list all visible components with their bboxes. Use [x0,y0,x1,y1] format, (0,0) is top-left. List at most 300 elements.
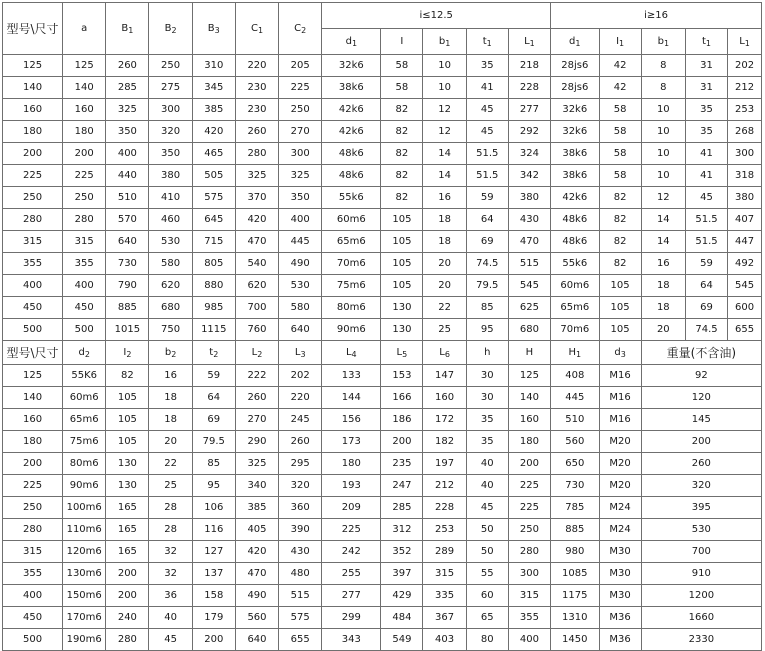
table-cell: M30 [599,585,641,607]
column-header [466,341,508,365]
table-cell: 240 [106,607,149,629]
table-cell: M20 [599,453,641,475]
table-cell: 36 [149,585,192,607]
table-cell: 785 [551,497,599,519]
table-cell: 1450 [551,629,599,651]
header-subscript: 1 [445,38,451,48]
table-cell: 60m6 [63,387,106,409]
table-cell: 277 [508,99,550,121]
table-cell: 166 [381,387,423,409]
table-cell: 55k6 [322,187,381,209]
column-header [423,29,466,55]
table-cell: 74.5 [685,319,727,341]
model-cell: 280 [3,209,63,231]
table-cell: 420 [235,209,278,231]
table-cell: 380 [149,165,192,187]
table-cell: 212 [728,77,762,99]
table-cell: 14 [641,209,685,231]
table-cell: 530 [279,275,322,297]
table-cell: M30 [599,563,641,585]
model-cell: 140 [3,387,63,409]
model-cell: 225 [3,165,63,187]
table-cell: M24 [599,497,641,519]
table-cell: 367 [423,607,466,629]
column-header [279,341,322,365]
table-cell: 105 [381,275,423,297]
model-cell: 160 [3,409,63,431]
table-cell: 105 [381,231,423,253]
table-cell: 640 [235,629,278,651]
table-cell: 65m6 [63,409,106,431]
table-cell: 125 [508,365,550,387]
table-cell: 137 [192,563,235,585]
header-subscript: 3 [300,349,306,359]
table-cell: 620 [149,275,192,297]
model-cell: 315 [3,231,63,253]
table-cell: M20 [599,475,641,497]
table-cell: 28 [149,519,192,541]
table-cell: 484 [381,607,423,629]
table-cell: 225 [279,77,322,99]
table-cell: 20 [423,253,466,275]
table-cell: 270 [279,121,322,143]
weight-cell: 1200 [641,585,761,607]
table-cell: 38k6 [551,143,599,165]
header-symbol: d [569,35,576,47]
table-cell: 202 [279,365,322,387]
table-cell: 172 [423,409,466,431]
table-cell: 228 [508,77,550,99]
table-cell: 209 [322,497,381,519]
table-row [3,409,762,431]
table-cell: 355 [63,253,106,275]
table-cell: 180 [63,121,106,143]
column-header [508,341,550,365]
table-cell: 82 [381,143,423,165]
header-symbol: H [525,347,534,358]
table-cell: 680 [508,319,550,341]
table-cell: 545 [728,275,762,297]
table-row [3,121,762,143]
table-cell: 220 [235,55,278,77]
header-symbol: I [400,36,404,47]
table-cell: 250 [279,99,322,121]
table-cell: 490 [279,253,322,275]
column-header [641,29,685,55]
table-cell: 190m6 [63,629,106,651]
table-cell: 470 [235,231,278,253]
header-subscript: 2 [126,349,132,359]
table-cell: 165 [106,497,149,519]
table2-header-row [3,341,762,365]
table-cell: 440 [106,165,149,187]
table-row [3,431,762,453]
table-cell: 51.5 [685,209,727,231]
table-cell: 186 [381,409,423,431]
table-cell: 715 [192,231,235,253]
table-cell: 105 [381,253,423,275]
table-cell: 25 [149,475,192,497]
table-cell: 55k6 [551,253,599,275]
table-cell: 48k6 [551,209,599,231]
table-cell: 410 [149,187,192,209]
table-cell: 40 [149,607,192,629]
column-header [423,341,466,365]
table-cell: 420 [235,541,278,563]
table-cell: 350 [149,143,192,165]
table-cell: 105 [106,387,149,409]
table-cell: 350 [279,187,322,209]
table-cell: 490 [235,585,278,607]
table-cell: 20 [641,319,685,341]
header-symbol: B [207,22,215,34]
table-cell: 59 [466,187,508,209]
table-cell: 125 [63,55,106,77]
header-subscript: 1 [486,38,492,48]
weight-cell: 910 [641,563,761,585]
table-cell: 400 [106,143,149,165]
table-cell: 230 [235,77,278,99]
table-cell: 225 [322,519,381,541]
table-cell: 300 [508,563,550,585]
table-cell: 235 [381,453,423,475]
table-cell: 85 [466,297,508,319]
table-cell: 51.5 [685,231,727,253]
model-cell: 160 [3,99,63,121]
table-cell: 202 [728,55,762,77]
table-cell: M16 [599,387,641,409]
table-cell: 22 [423,297,466,319]
column-header [599,341,641,365]
table-cell: 18 [423,209,466,231]
table-cell: 985 [192,297,235,319]
header-symbol: L [739,35,745,47]
column-header [149,3,192,55]
table-cell: 200 [192,629,235,651]
group-header-high-ratio: i≥16 [551,3,762,29]
table-cell: 173 [322,431,381,453]
column-header [551,29,599,55]
table-cell: 42k6 [322,121,381,143]
table-cell: 760 [235,319,278,341]
weight-cell: 1660 [641,607,761,629]
table-cell: 343 [322,629,381,651]
model-cell: 315 [3,541,63,563]
table-cell: 225 [508,475,550,497]
table-cell: 12 [423,99,466,121]
table-cell: 545 [508,275,550,297]
table-cell: 16 [149,365,192,387]
header-symbol: b [657,35,664,47]
table-cell: 400 [508,629,550,651]
table-cell: 289 [423,541,466,563]
table-row [3,55,762,77]
table-cell: 12 [423,121,466,143]
column-header [235,341,278,365]
table-cell: 730 [106,253,149,275]
table-cell: 82 [106,365,149,387]
table-cell: 82 [381,165,423,187]
table-cell: 35 [466,409,508,431]
table-cell: 407 [728,209,762,231]
table-cell: 130 [106,475,149,497]
table-cell: 268 [728,121,762,143]
table-cell: 10 [641,165,685,187]
model-cell: 280 [3,519,63,541]
table-row [3,475,762,497]
table-cell: 575 [192,187,235,209]
table-cell: 32 [149,563,192,585]
table-cell: 492 [728,253,762,275]
table-cell: 105 [599,319,641,341]
table-cell: 245 [279,409,322,431]
table-cell: 290 [235,431,278,453]
table-cell: M30 [599,541,641,563]
table-cell: 50 [466,519,508,541]
table-cell: 160 [508,409,550,431]
table-cell: 600 [728,297,762,319]
table-cell: 182 [423,431,466,453]
header-symbol: I [616,35,620,47]
header-symbol: d [614,346,621,358]
table-cell: 10 [641,121,685,143]
table-cell: 130 [381,297,423,319]
table-cell: 403 [423,629,466,651]
column-header [381,29,423,55]
table-cell: 640 [279,319,322,341]
table-cell: 69 [466,231,508,253]
table-cell: 147 [423,365,466,387]
table-cell: 69 [192,409,235,431]
table-cell: 48k6 [551,231,599,253]
column-header [106,341,149,365]
weight-cell: 260 [641,453,761,475]
header-subscript: 3 [214,25,220,35]
table-cell: 80m6 [63,453,106,475]
table-cell: 55K6 [63,365,106,387]
table-cell: 220 [279,387,322,409]
table-row [3,387,762,409]
table-cell: 315 [508,585,550,607]
table-cell: 445 [551,387,599,409]
table-cell: 300 [728,143,762,165]
table-cell: 133 [322,365,381,387]
table-cell: 10 [423,55,466,77]
table-cell: 45 [685,187,727,209]
table-cell: 465 [192,143,235,165]
table-cell: 335 [423,585,466,607]
table-cell: 74.5 [466,253,508,275]
model-cell: 225 [3,475,63,497]
table-cell: 32k6 [551,121,599,143]
table-cell: 1310 [551,607,599,629]
table-cell: 350 [106,121,149,143]
table-cell: 69 [685,297,727,319]
column-header [279,3,322,55]
table-cell: 28 [149,497,192,519]
table-row [3,165,762,187]
table-cell: 320 [149,121,192,143]
table-cell: 45 [149,629,192,651]
header-subscript: 2 [171,349,177,359]
table-cell: 60m6 [551,275,599,297]
table-cell: 560 [551,431,599,453]
table-cell: 130m6 [63,563,106,585]
table-cell: 40 [466,453,508,475]
table-cell: 65 [466,607,508,629]
table-cell: 253 [728,99,762,121]
table-cell: 80 [466,629,508,651]
table-cell: 105 [381,209,423,231]
table-cell: 200 [381,431,423,453]
table-cell: 160 [63,99,106,121]
table-cell: 90m6 [63,475,106,497]
table-cell: 200 [106,585,149,607]
model-cell: 450 [3,297,63,319]
table-cell: 64 [466,209,508,231]
table-cell: 620 [235,275,278,297]
header-subscript: 1 [576,349,582,359]
table-cell: 505 [192,165,235,187]
header-subscript: 2 [84,349,90,359]
header-symbol: t [209,346,214,358]
model-cell: 180 [3,431,63,453]
table-cell: 560 [235,607,278,629]
table-cell: 58 [599,143,641,165]
table-cell: 140 [63,77,106,99]
table-cell: 299 [322,607,381,629]
model-cell: 355 [3,253,63,275]
table-cell: 41 [466,77,508,99]
table-cell: 105 [106,431,149,453]
table-cell: 18 [423,231,466,253]
table-cell: 420 [192,121,235,143]
header-symbol: C [294,22,302,34]
table-cell: 280 [106,629,149,651]
table-cell: 158 [192,585,235,607]
header-subscript: 4 [351,349,357,359]
weight-cell: 145 [641,409,761,431]
table-cell: 250 [508,519,550,541]
header-subscript: 2 [171,25,177,35]
header-subscript: 1 [128,25,134,35]
table-cell: 79.5 [466,275,508,297]
table-cell: 25 [423,319,466,341]
table-cell: 75m6 [63,431,106,453]
header-subscript: 2 [257,349,263,359]
table-cell: 35 [685,99,727,121]
table-cell: 127 [192,541,235,563]
table-row [3,253,762,275]
table-cell: 30 [466,365,508,387]
table-cell: 105 [106,409,149,431]
table-cell: 320 [279,475,322,497]
header-symbol: d [78,346,85,358]
column-header [685,29,727,55]
table-cell: 85 [192,453,235,475]
table-cell: 110m6 [63,519,106,541]
column-header [322,341,381,365]
table-cell: 300 [149,99,192,121]
table-cell: 18 [149,387,192,409]
column-header [322,29,381,55]
table-cell: 212 [423,475,466,497]
table-cell: 260 [106,55,149,77]
table-cell: 48k6 [322,143,381,165]
table-cell: 650 [551,453,599,475]
table-cell: 312 [381,519,423,541]
table-cell: 45 [466,497,508,519]
corner-label: 型号\尺寸 [3,341,63,365]
table-cell: 51.5 [466,165,508,187]
table-row [3,607,762,629]
header-subscript: 1 [529,38,535,48]
table-cell: 230 [235,99,278,121]
table-cell: 277 [322,585,381,607]
table-cell: 530 [149,231,192,253]
table-cell: 310 [192,55,235,77]
header-symbol: C [250,22,258,34]
table-cell: 170m6 [63,607,106,629]
table-cell: 385 [192,99,235,121]
table-cell: 14 [423,165,466,187]
model-cell: 450 [3,607,63,629]
weight-cell: 2330 [641,629,761,651]
table-cell: 156 [322,409,381,431]
table-cell: 1015 [106,319,149,341]
table-cell: 515 [508,253,550,275]
header-symbol: L [524,35,530,47]
table-row [3,143,762,165]
table-cell: 880 [192,275,235,297]
table-row [3,629,762,651]
table-cell: 218 [508,55,550,77]
table-cell: 38k6 [322,77,381,99]
table-cell: 116 [192,519,235,541]
table-cell: 470 [235,563,278,585]
model-cell: 200 [3,453,63,475]
table-cell: 450 [63,297,106,319]
table-cell: 42 [599,55,641,77]
header-subscript: 3 [620,349,626,359]
table-cell: 10 [641,143,685,165]
table-cell: 200 [106,563,149,585]
table-cell: 730 [551,475,599,497]
header-subscript: 2 [301,25,307,35]
table-cell: 18 [641,297,685,319]
column-header [466,29,508,55]
table-cell: 82 [381,99,423,121]
table-cell: 42 [599,77,641,99]
table-cell: 430 [508,209,550,231]
column-header [192,341,235,365]
table-cell: 64 [192,387,235,409]
table-cell: 292 [508,121,550,143]
table-cell: 228 [423,497,466,519]
table-cell: 1085 [551,563,599,585]
table-cell: 144 [322,387,381,409]
table-cell: 580 [279,297,322,319]
table-cell: 750 [149,319,192,341]
table-row [3,187,762,209]
table-cell: 342 [508,165,550,187]
table-cell: 16 [641,253,685,275]
model-cell: 250 [3,497,63,519]
table-cell: M16 [599,409,641,431]
table-cell: 32k6 [322,55,381,77]
table-cell: 8 [641,77,685,99]
table-cell: 549 [381,629,423,651]
